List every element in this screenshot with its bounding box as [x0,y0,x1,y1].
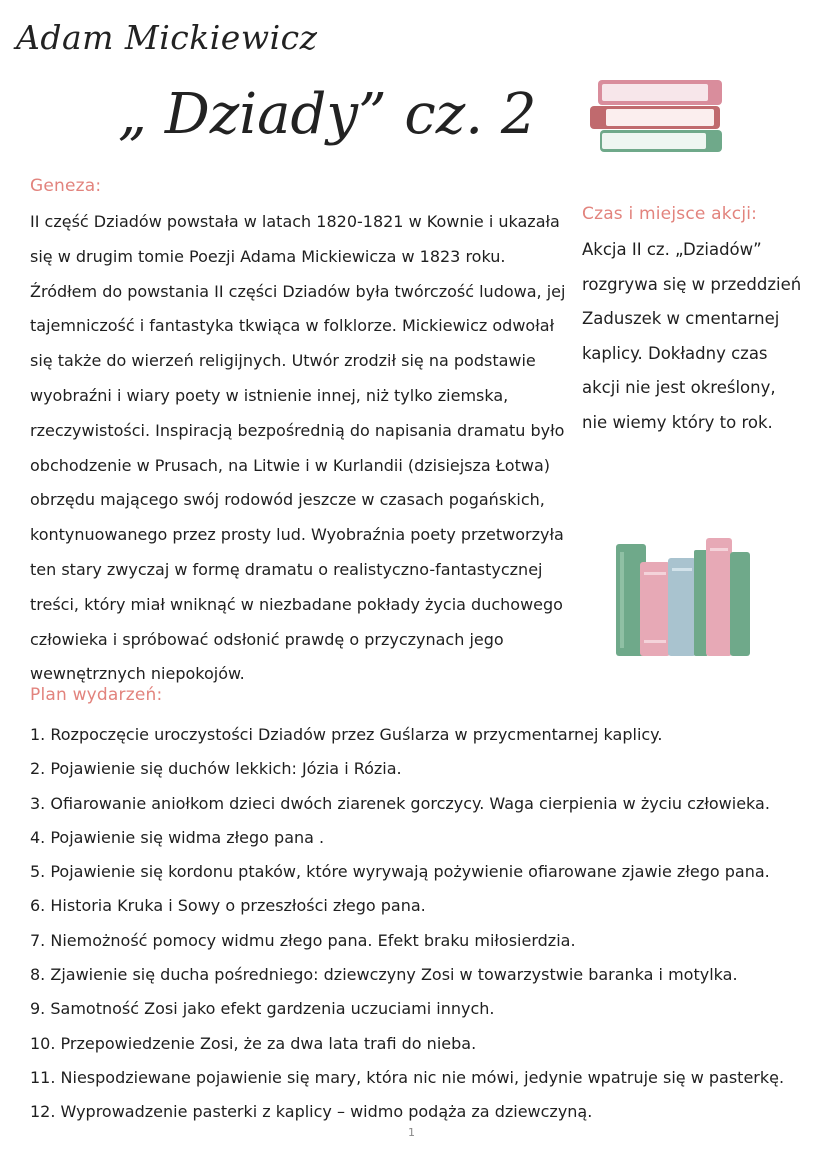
plan-item: 4. Pojawienie się widma złego pana . [30,827,325,847]
book-bottom [600,130,722,152]
plan-item: 10. Przepowiedzenie Zosi, że za dwa lata trafi do nieba. [30,1033,477,1053]
plan-heading: Plan wydarzeń: [30,685,163,705]
plan-item: 11. Niespodziewane pojawienie się mary, która nic nie mówi, jedynie wpatruje się w pasterkę. [30,1067,785,1087]
book-middle [590,106,720,129]
plan-item: 2. Pojawienie się duchów lekkich: Józia i Rózia. [30,759,402,779]
author-name: Adam Mickiewicz [16,18,318,57]
page-title: „ Dziady” cz. 2 [118,82,537,147]
czas-text: Akcja II cz. „Dziadów” rozgrywa się w przeddzień Zaduszek w cmentarnej kaplicy. Dokładny czas akcji nie jest określony, nie wiemy który to rok. [582,240,802,432]
books-stack-icon [588,74,738,158]
plan-item: 9. Samotność Zosi jako efekt gardzenia uczuciami innych. [30,999,495,1019]
geneza-text: II część Dziadów powstała w latach 1820-1821 w Kownie i ukazała się w drugim tomie Poezji Adama Mickiewicza w 1823 roku. Źródłem do powstania II części Dziadów była twórczość ludowa, jej tajemniczość i fantastyka tkwiąca w folklorze. Mickiewicz odwołał się także do wierzeń religijnych. Utwór zrodził się na podstawie wyobraźni i wiary poety w istnienie innej, niż tylko ziemska, rzeczywistości. Inspiracją bezpośrednią do napisania dramatu było obchodzenie w Prusach, na Litwie i w Kurlandii (dzisiejsza Łotwa) obrzędu mającego swój rodowód jeszcze w czasach pogańskich, kontynuowanego przez prosty lud. Wyobraźnia poety przetworzyła ten stary zwyczaj w formę dramatu o realistyczno-fantastycznej treści, który miał wniknąć w niezbadane pokłady życia duchowego człowieka i spróbować odsłonić prawdę o przyczynach jego wewnętrznych niepokojów. [30,212,566,684]
plan-item: 6. Historia Kruka i Sowy o przeszłości złego pana. [30,896,426,916]
plan-item: 3. Ofiarowanie aniołkom dzieci dwóch ziarenek gorczycy. Waga cierpienia w życiu człowieka. [30,793,770,813]
books-shelf-icon [608,522,758,662]
plan-item: 5. Pojawienie się kordonu ptaków, które wyrywają pożywienie ofiarowane zjawie złego pana. [30,862,770,882]
plan-list [30,718,820,1130]
plan-item: 12. Wyprowadzenie pasterki z kaplicy – widmo podąża za dziewczyną. [30,1102,593,1122]
shelf-book-3 [668,558,696,656]
shelf-book-2 [640,562,670,656]
shelf-book-6 [730,552,750,656]
book-top [598,80,722,105]
czas-heading: Czas i miejsce akcji: [582,204,758,224]
shelf-book-4 [694,550,708,656]
shelf-book-5 [706,538,732,656]
plan-item: 1. Rozpoczęcie uroczystości Dziadów przez Guślarza w przycmentarnej kaplicy. [30,725,663,744]
plan-item: 7. Niemożność pomocy widmu złego pana. Efekt braku miłosierdzia. [30,930,576,950]
page-number: 1 [408,1126,415,1139]
geneza-heading: Geneza: [30,176,102,196]
plan-item: 8. Zjawienie się ducha pośredniego: dziewczyny Zosi w towarzystwie baranka i motylka. [30,965,738,985]
